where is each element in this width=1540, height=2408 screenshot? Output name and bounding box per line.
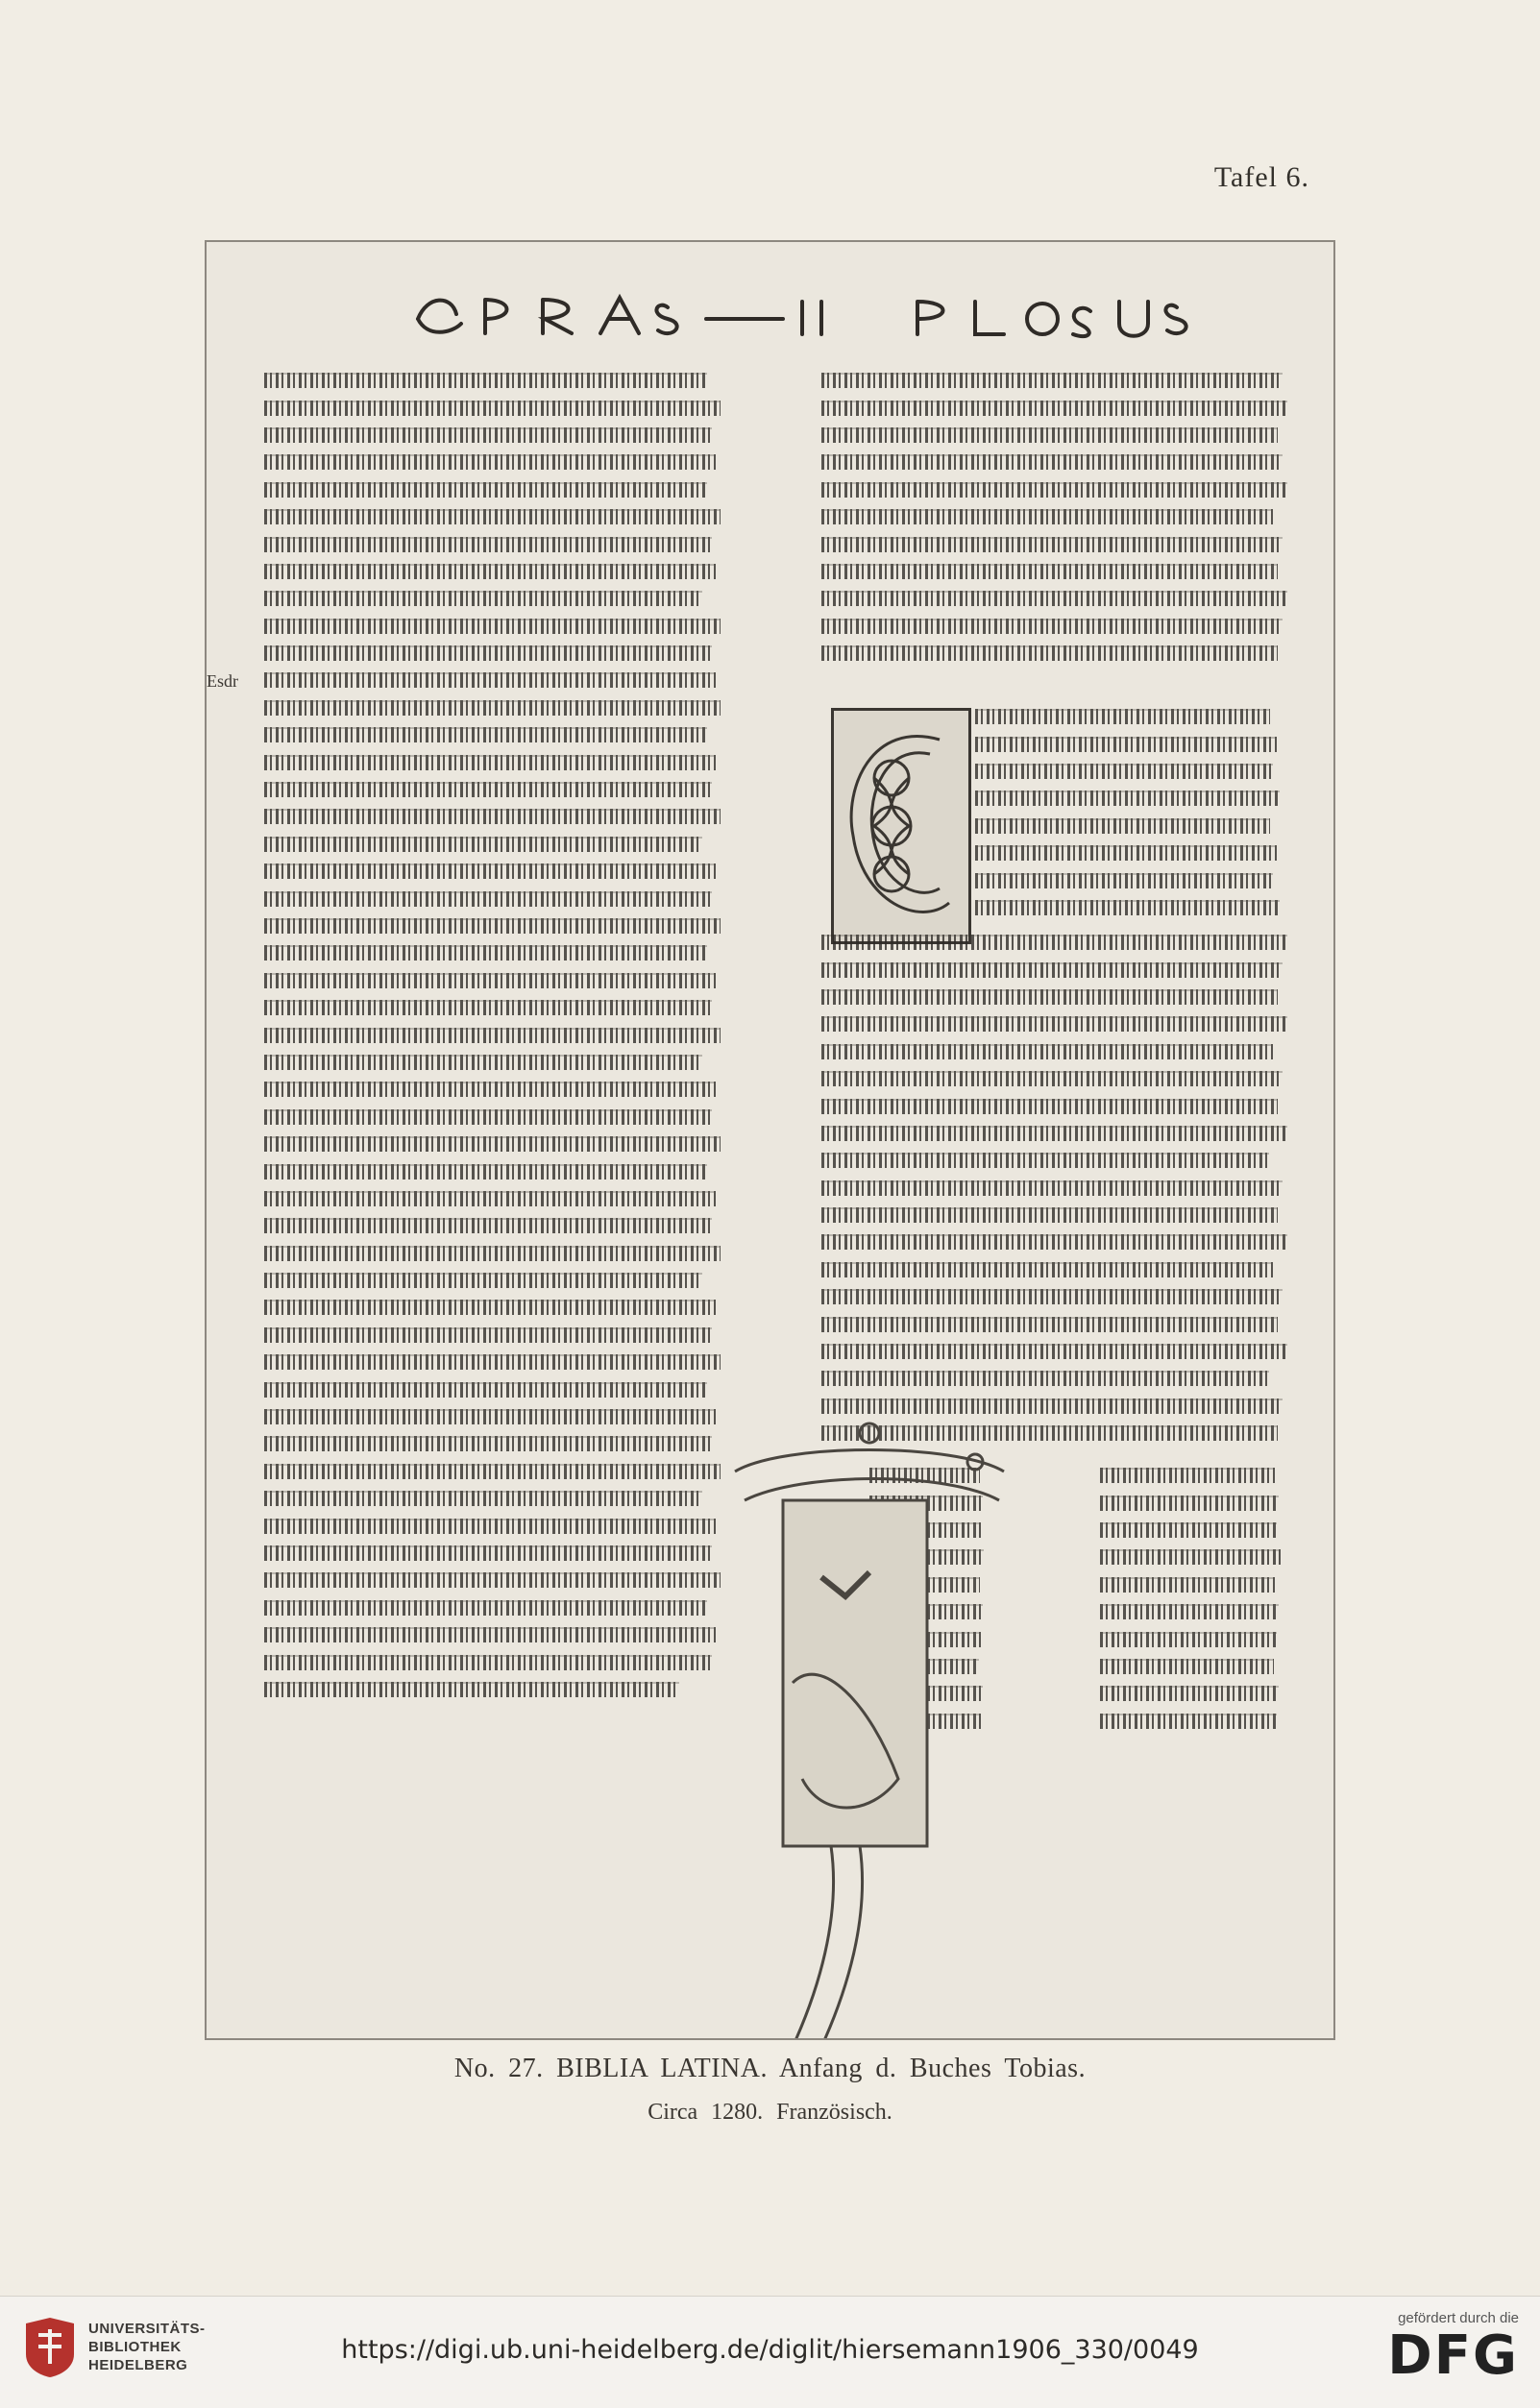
marginal-note: Esdr: [207, 671, 238, 691]
running-head-script: [379, 271, 1206, 348]
text-column-right-inset: [975, 703, 1283, 921]
dfg-block: [1346, 2310, 1519, 2386]
manuscript-plate: [205, 240, 1335, 2040]
text-column-right-end: [1100, 1462, 1283, 1735]
illuminated-initial-c: [831, 708, 971, 944]
caption-subtitle: Circa 1280. Französisch.: [648, 2100, 892, 2125]
footer-bar: [0, 2296, 1540, 2408]
caption-title: No. 27. BIBLIA LATINA. Anfang d. Buches Tobias.: [453, 2054, 1087, 2083]
plate-label: Tafel 6.: [1213, 161, 1309, 193]
funding-note: gefördert durch die: [1398, 2310, 1519, 2326]
text-column-right-lower: [821, 929, 1292, 1447]
dfg-logo: DFG: [1387, 2324, 1519, 2387]
illuminated-initial-t: [725, 1414, 1014, 2040]
caption: [0, 2054, 1540, 2126]
text-column-right: [821, 367, 1292, 667]
source-url[interactable]: https://digi.ub.uni-heidelberg.de/diglit/hiersemann1906_330/0049: [341, 2335, 1199, 2365]
text-column-left: [264, 367, 725, 1703]
institution-name: UNIVERSITÄTS- BIBLIOTHEK HEIDELBERG: [88, 2321, 206, 2373]
